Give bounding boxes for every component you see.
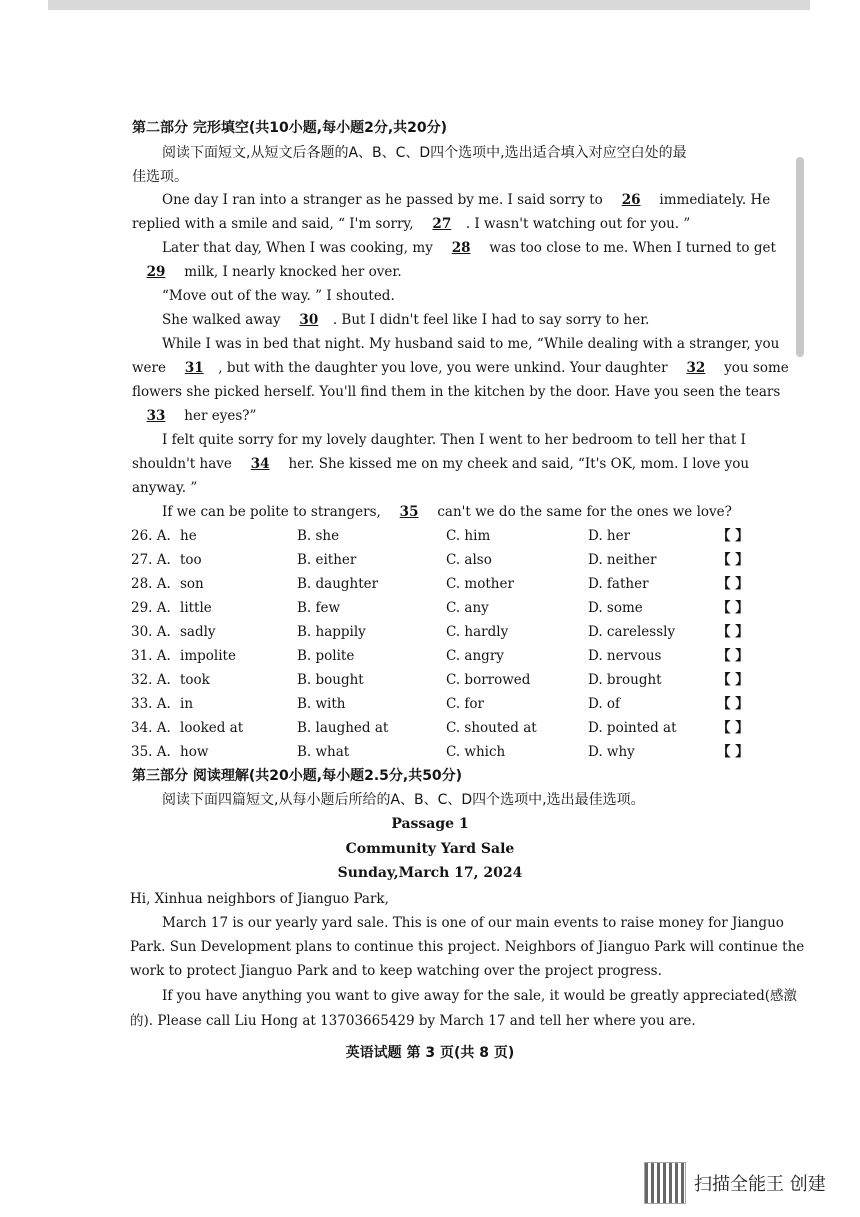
passage-line — [132, 358, 789, 378]
option-b[interactable]: B. happily — [297, 624, 366, 640]
option-c[interactable]: C. also — [446, 552, 492, 568]
question-number: 31. A. — [131, 648, 171, 664]
blank-34: 34 — [250, 456, 270, 472]
text: you some — [719, 360, 789, 376]
option-a[interactable]: too — [180, 552, 202, 568]
option-d[interactable]: D. her — [588, 528, 631, 544]
text: her. She kissed me on my cheek and said, “It's OK, mom. I love you — [284, 456, 750, 472]
answer-bracket[interactable]: 【 】 — [717, 624, 749, 640]
answer-bracket[interactable]: 【 】 — [717, 528, 749, 544]
part2-instruction-1: 阅读下面短文,从短文后各题的A、B、C、D四个选项中,选出适合填入对应空白处的最 — [162, 145, 687, 161]
option-d[interactable]: D. of — [588, 696, 621, 712]
passage-line: March 17 is our yearly yard sale. This is one of our main events to raise money for Jianguo — [162, 915, 784, 931]
passage-line — [132, 406, 256, 426]
option-a[interactable]: impolite — [180, 648, 236, 664]
option-a[interactable]: little — [180, 600, 212, 616]
blank-32: 32 — [686, 360, 706, 376]
option-b[interactable]: B. daughter — [297, 576, 379, 592]
option-b[interactable]: B. with — [297, 696, 346, 712]
question-number: 30. A. — [131, 624, 171, 640]
scanner-watermark — [644, 1162, 826, 1204]
part3-instruction: 阅读下面四篇短文,从每小题后所给的A、B、C、D四个选项中,选出最佳选项。 — [162, 792, 645, 808]
option-a[interactable]: looked at — [180, 720, 244, 736]
question-number: 33. A. — [131, 696, 171, 712]
passage-line — [132, 454, 749, 474]
option-c[interactable]: C. for — [446, 696, 485, 712]
question-number: 35. A. — [131, 744, 171, 760]
option-d[interactable]: D. brought — [588, 672, 662, 688]
option-a[interactable]: took — [180, 672, 210, 688]
page-footer: 英语试题 第 3 页(共 8 页) — [345, 1045, 515, 1061]
blank-33: 33 — [146, 408, 166, 424]
text: were — [132, 360, 171, 376]
option-d[interactable]: D. some — [588, 600, 643, 616]
option-b[interactable]: B. what — [297, 744, 350, 760]
question-number: 28. A. — [131, 576, 171, 592]
passage-line — [162, 310, 649, 330]
passage-line: Park. Sun Development plans to continue this project. Neighbors of Jianguo Park will continue the — [130, 939, 805, 955]
qr-code-icon — [644, 1162, 686, 1204]
watermark-text: 扫描全能王 创建 — [694, 1174, 826, 1195]
option-c[interactable]: C. which — [446, 744, 506, 760]
option-b[interactable]: B. few — [297, 600, 341, 616]
passage-label: Passage 1 — [391, 816, 469, 832]
passage-date: Sunday,March 17, 2024 — [337, 865, 523, 881]
blank-27: 27 — [432, 216, 452, 232]
text: If we can be polite to strangers, — [162, 504, 386, 520]
answer-bracket[interactable]: 【 】 — [717, 600, 749, 616]
passage-line: flowers she picked herself. You'll find them in the kitchen by the door. Have you seen the tears — [132, 384, 781, 400]
passage-title: Community Yard Sale — [345, 841, 515, 857]
option-b[interactable]: B. either — [297, 552, 357, 568]
option-a[interactable]: he — [180, 528, 197, 544]
part2-instruction-2: 佳选项。 — [132, 169, 188, 185]
option-d[interactable]: D. pointed at — [588, 720, 677, 736]
blank-35: 35 — [399, 504, 419, 520]
text: One day I ran into a stranger as he passed by me. I said sorry to — [162, 192, 608, 208]
question-number: 34. A. — [131, 720, 171, 736]
option-c[interactable]: C. any — [446, 600, 489, 616]
passage-line — [162, 238, 776, 258]
option-c[interactable]: C. hardly — [446, 624, 509, 640]
passage-line: 的). Please call Liu Hong at 13703665429 by March 17 and tell her where you are. — [130, 1013, 696, 1029]
option-d[interactable]: D. why — [588, 744, 635, 760]
answer-bracket[interactable]: 【 】 — [717, 720, 749, 736]
part2-heading: 第二部分 完形填空(共10小题,每小题2分,共20分) — [132, 120, 448, 136]
option-a[interactable]: son — [180, 576, 204, 592]
option-b[interactable]: B. bought — [297, 672, 364, 688]
part3-heading: 第三部分 阅读理解(共20小题,每小题2.5分,共50分) — [132, 768, 463, 784]
greeting: Hi, Xinhua neighbors of Jianguo Park, — [130, 891, 389, 907]
text: replied with a smile and said, “ I'm sorry, — [132, 216, 418, 232]
blank-31: 31 — [184, 360, 204, 376]
answer-bracket[interactable]: 【 】 — [717, 648, 749, 664]
passage-line: If you have anything you want to give away for the sale, it would be greatly appreciated(感激 — [162, 988, 798, 1004]
question-number: 29. A. — [131, 600, 171, 616]
text: She walked away — [162, 312, 285, 328]
option-c[interactable]: C. shouted at — [446, 720, 537, 736]
passage-line: I felt quite sorry for my lovely daughter. Then I went to her bedroom to tell her that I — [162, 432, 746, 448]
passage-line — [132, 262, 402, 282]
option-b[interactable]: B. she — [297, 528, 340, 544]
text: , but with the daughter you love, you were unkind. Your daughter — [218, 360, 672, 376]
answer-bracket[interactable]: 【 】 — [717, 744, 749, 760]
text: shouldn't have — [132, 456, 237, 472]
passage-line — [162, 190, 770, 210]
passage-line: work to protect Jianguo Park and to keep watching over the project progress. — [130, 963, 662, 979]
text: can't we do the same for the ones we love? — [433, 504, 732, 520]
option-c[interactable]: C. borrowed — [446, 672, 531, 688]
passage-line — [132, 214, 690, 234]
answer-bracket[interactable]: 【 】 — [717, 672, 749, 688]
option-c[interactable]: C. him — [446, 528, 491, 544]
blank-29: 29 — [146, 264, 166, 280]
option-c[interactable]: C. mother — [446, 576, 514, 592]
blank-26: 26 — [621, 192, 641, 208]
option-a[interactable]: sadly — [180, 624, 216, 640]
blank-30: 30 — [299, 312, 319, 328]
answer-bracket[interactable]: 【 】 — [717, 552, 749, 568]
text: Later that day, When I was cooking, my — [162, 240, 438, 256]
option-d[interactable]: D. carelessly — [588, 624, 676, 640]
option-b[interactable]: B. polite — [297, 648, 355, 664]
blank-28: 28 — [451, 240, 471, 256]
option-d[interactable]: D. neither — [588, 552, 657, 568]
passage-line — [162, 502, 732, 522]
option-b[interactable]: B. laughed at — [297, 720, 389, 736]
question-number: 32. A. — [131, 672, 171, 688]
passage-line: anyway. ” — [132, 480, 198, 496]
text: was too close to me. When I turned to get — [485, 240, 776, 256]
answer-bracket[interactable]: 【 】 — [717, 576, 749, 592]
text: immediately. He — [655, 192, 771, 208]
text: . I wasn't watching out for you. ” — [465, 216, 691, 232]
option-c[interactable]: C. angry — [446, 648, 504, 664]
option-d[interactable]: D. nervous — [588, 648, 662, 664]
text: her eyes?” — [180, 408, 257, 424]
question-number: 27. A. — [131, 552, 171, 568]
answer-bracket[interactable]: 【 】 — [717, 696, 749, 712]
text: milk, I nearly knocked her over. — [180, 264, 402, 280]
question-number: 26. A. — [131, 528, 171, 544]
option-a[interactable]: in — [180, 696, 194, 712]
option-d[interactable]: D. father — [588, 576, 649, 592]
passage-line: “Move out of the way. ” I shouted. — [162, 288, 395, 304]
passage-line: While I was in bed that night. My husband said to me, “While dealing with a stranger, you — [162, 336, 780, 352]
text: . But I didn't feel like I had to say sorry to her. — [332, 312, 650, 328]
option-a[interactable]: how — [180, 744, 209, 760]
